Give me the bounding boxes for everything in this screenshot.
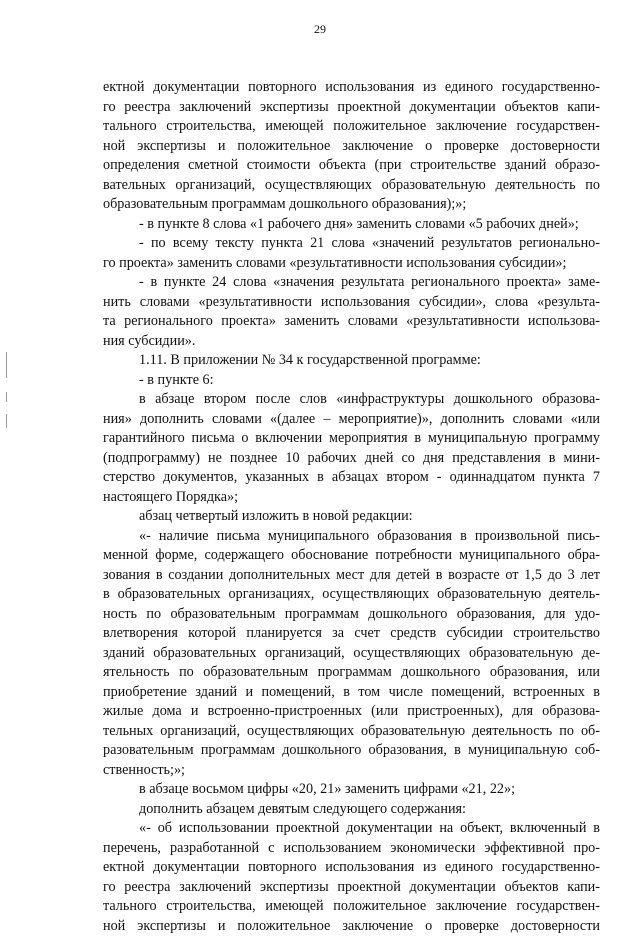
paragraph — [103, 78, 600, 215]
text-line: тельных организаций, осуществляющих образовательную деятельность по об- — [103, 722, 600, 742]
paragraph — [103, 273, 600, 351]
margin-scan-mark — [6, 392, 7, 402]
text-line: ственность;»; — [103, 761, 600, 781]
text-line: приобретение зданий и помещений, в том числе помещений, встроенных в — [103, 683, 600, 703]
paragraph — [103, 819, 600, 936]
text-line: го реестра заключений экспертизы проектной документации объектов капи- — [103, 878, 600, 898]
text-line: - по всему тексту пункта 21 слова «значений результатов регионально- — [103, 234, 600, 254]
text-line: вательных организаций, осуществляющих образовательную деятельность по — [103, 176, 600, 196]
paragraph — [103, 234, 600, 273]
text-line: 1.11. В приложении № 34 к государственной программе: — [103, 351, 600, 371]
text-line: разовательным программам дошкольного образования, в муниципальную соб- — [103, 741, 600, 761]
text-line: тального строительства, имеющей положительное заключение государствен- — [103, 897, 600, 917]
text-line: влетворения которой планируется за счет средств субсидии строительство — [103, 624, 600, 644]
text-line: нить словами «результативности использования субсидии», слова «результа- — [103, 293, 600, 313]
text-line: образовательным программам дошкольного образования);»; — [103, 195, 600, 215]
text-line: зданий образовательных организаций, осуществляющих образовательную де- — [103, 644, 600, 664]
text-line: ной экспертизы и положительное заключение о проверке достоверности — [103, 917, 600, 936]
text-line: «- наличие письма муниципального образования в произвольной пись- — [103, 527, 600, 547]
text-line: - в пункте 8 слова «1 рабочего дня» заменить словами «5 рабочих дней»; — [103, 215, 600, 235]
text-line: перечень, разработанной с использованием экономически эффективной про- — [103, 839, 600, 859]
document-body — [103, 78, 600, 936]
text-line: менной форме, содержащего обоснование потребности муниципального обра- — [103, 546, 600, 566]
text-line: «- об использовании проектной документации на объект, включенный в — [103, 819, 600, 839]
text-line: дополнить абзацем девятым следующего содержания: — [103, 800, 600, 820]
paragraph — [103, 527, 600, 781]
text-line: - в пункте 24 слова «значения результата регионального проекта» заме- — [103, 273, 600, 293]
text-line: ния» дополнить словами «(далее – мероприятие)», дополнить словами «или — [103, 410, 600, 430]
text-line: гарантийного письма о включении мероприятия в муниципальную программу — [103, 429, 600, 449]
text-line: та регионального проекта» заменить словами «результативности использова- — [103, 312, 600, 332]
text-line: (подпрограмму) не позднее 10 рабочих дней со дня представления в мини- — [103, 449, 600, 469]
text-line: настоящего Порядка»; — [103, 488, 600, 508]
text-line: ектной документации повторного использования из единого государственно- — [103, 858, 600, 878]
paragraph — [103, 507, 600, 527]
page-number: 29 — [0, 22, 640, 37]
text-line: в абзаце втором после слов «инфраструктуры дошкольного образова- — [103, 390, 600, 410]
text-line: - в пункте 6: — [103, 371, 600, 391]
paragraph — [103, 390, 600, 507]
text-line: зования в создании дополнительных мест для детей в возрасте от 1,5 до 3 лет — [103, 566, 600, 586]
text-line: жилые дома и встроенно-пристроенных (или пристроенных), для образова- — [103, 702, 600, 722]
text-line: го проекта» заменить словами «результативности использования субсидии»; — [103, 254, 600, 274]
text-line: ной экспертизы и положительное заключение о проверке достоверности — [103, 137, 600, 157]
paragraph — [103, 371, 600, 391]
margin-scan-mark — [6, 414, 7, 428]
text-line: ния субсидии». — [103, 332, 600, 352]
text-line: тального строительства, имеющей положительное заключение государствен- — [103, 117, 600, 137]
text-line: определения сметной стоимости объекта (при строительстве зданий образо- — [103, 156, 600, 176]
margin-scan-mark — [6, 352, 7, 378]
paragraph — [103, 215, 600, 235]
text-line: в абзаце восьмом цифры «20, 21» заменить цифрами «21, 22»; — [103, 780, 600, 800]
text-line: го реестра заключений экспертизы проектной документации объектов капи- — [103, 98, 600, 118]
text-line: ность по образовательным программам дошкольного образования, для удо- — [103, 605, 600, 625]
text-line: ятельность по образовательным программам дошкольного образования, или — [103, 663, 600, 683]
text-line: в образовательных организациях, осуществляющих образовательную деятель- — [103, 585, 600, 605]
paragraph — [103, 800, 600, 820]
text-line: абзац четвертый изложить в новой редакции: — [103, 507, 600, 527]
paragraph — [103, 780, 600, 800]
text-line: ектной документации повторного использования из единого государственно- — [103, 78, 600, 98]
paragraph — [103, 351, 600, 371]
text-line: стерство документов, указанных в абзацах втором - одиннадцатом пункта 7 — [103, 468, 600, 488]
